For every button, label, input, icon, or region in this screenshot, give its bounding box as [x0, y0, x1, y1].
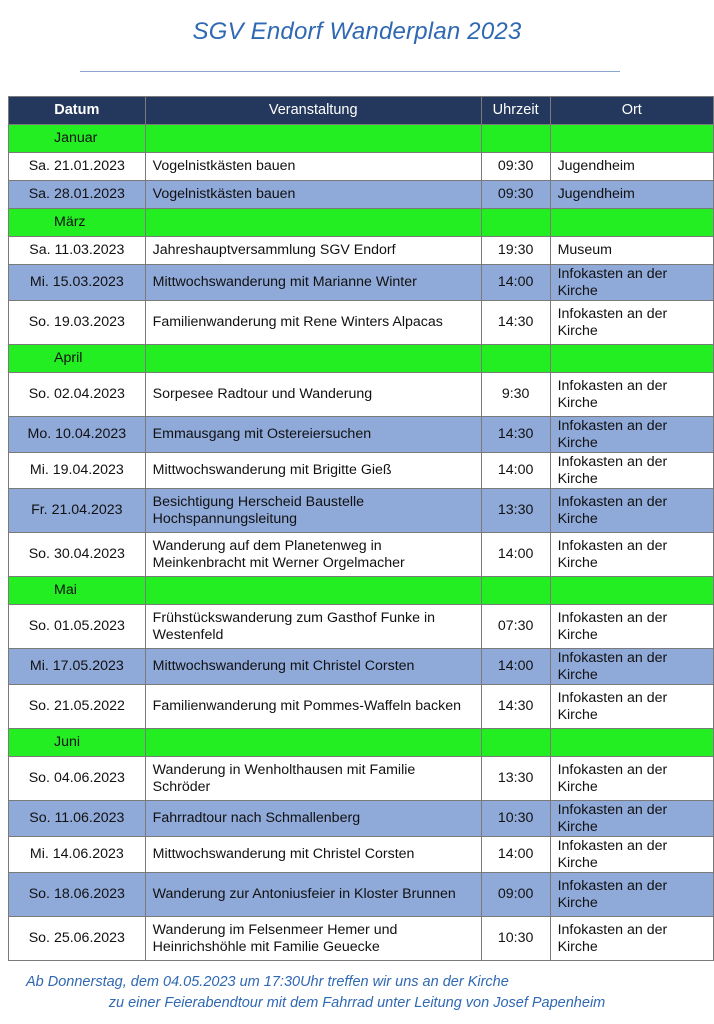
event-time: 14:30 — [481, 417, 550, 453]
event-date: Mi. 17.05.2023 — [9, 649, 146, 685]
table-row — [9, 489, 714, 533]
table-row — [9, 873, 714, 917]
table-row — [9, 605, 714, 649]
event-date: Fr. 21.04.2023 — [9, 489, 146, 533]
event-date: Mi. 15.03.2023 — [9, 265, 146, 301]
table-row — [9, 685, 714, 729]
event-location: Infokasten an der Kirche — [550, 533, 713, 577]
table-row — [9, 533, 714, 577]
table-row — [9, 181, 714, 209]
table-row — [9, 649, 714, 685]
event-title: Frühstückswanderung zum Gasthof Funke in Westenfeld — [145, 605, 481, 649]
table-row — [9, 917, 714, 961]
event-time: 14:00 — [481, 649, 550, 685]
event-title: Vogelnistkästen bauen — [145, 181, 481, 209]
table-row — [9, 265, 714, 301]
schedule-table — [8, 96, 714, 961]
event-title: Mittwochswanderung mit Christel Corsten — [145, 649, 481, 685]
event-time: 9:30 — [481, 373, 550, 417]
event-date: So. 04.06.2023 — [9, 757, 146, 801]
header-veranstaltung: Veranstaltung — [145, 97, 481, 125]
event-time: 19:30 — [481, 237, 550, 265]
footer-note — [0, 972, 714, 1014]
month-label: April — [9, 345, 146, 373]
event-time: 07:30 — [481, 605, 550, 649]
event-title: Familienwanderung mit Rene Winters Alpacas — [145, 301, 481, 345]
table-row — [9, 417, 714, 453]
event-title: Wanderung im Felsenmeer Hemer und Heinrichshöhle mit Familie Geuecke — [145, 917, 481, 961]
event-location: Infokasten an der Kirche — [550, 801, 713, 837]
event-title: Vogelnistkästen bauen — [145, 153, 481, 181]
footer-line-2: zu einer Feierabendtour mit dem Fahrrad unter Leitung von Josef Papenheim — [108, 995, 606, 1011]
table-row — [9, 757, 714, 801]
month-label: Mai — [9, 577, 146, 605]
table-row — [9, 801, 714, 837]
event-location: Jugendheim — [550, 153, 713, 181]
event-location: Jugendheim — [550, 181, 713, 209]
month-row-mai — [9, 577, 714, 605]
event-time: 09:30 — [481, 153, 550, 181]
table-row — [9, 373, 714, 417]
event-date: Sa. 11.03.2023 — [9, 237, 146, 265]
footer-line-1: Ab Donnerstag, dem 04.05.2023 um 17:30Uhr treffen wir uns an der Kirche — [26, 974, 509, 990]
event-location: Infokasten an der Kirche — [550, 917, 713, 961]
event-location: Infokasten an der Kirche — [550, 649, 713, 685]
month-row-juni — [9, 729, 714, 757]
event-date: So. 30.04.2023 — [9, 533, 146, 577]
event-location: Infokasten an der Kirche — [550, 265, 713, 301]
event-title: Emmausgang mit Ostereiersuchen — [145, 417, 481, 453]
event-title: Sorpesee Radtour und Wanderung — [145, 373, 481, 417]
event-location: Infokasten an der Kirche — [550, 373, 713, 417]
event-time: 13:30 — [481, 489, 550, 533]
event-location: Infokasten an der Kirche — [550, 417, 713, 453]
event-location: Infokasten an der Kirche — [550, 685, 713, 729]
event-title: Mittwochswanderung mit Marianne Winter — [145, 265, 481, 301]
event-time: 14:00 — [481, 837, 550, 873]
event-time: 09:30 — [481, 181, 550, 209]
page-title: SGV Endorf Wanderplan 2023 — [192, 18, 522, 45]
month-row-maerz — [9, 209, 714, 237]
month-label: Januar — [9, 125, 146, 153]
event-title: Mittwochswanderung mit Christel Corsten — [145, 837, 481, 873]
event-date: Mo. 10.04.2023 — [9, 417, 146, 453]
event-date: So. 19.03.2023 — [9, 301, 146, 345]
event-time: 14:00 — [481, 265, 550, 301]
event-location: Infokasten an der Kirche — [550, 837, 713, 873]
event-title: Mittwochswanderung mit Brigitte Gieß — [145, 453, 481, 489]
table-row — [9, 301, 714, 345]
table-row — [9, 837, 714, 873]
table-row — [9, 153, 714, 181]
event-location: Infokasten an der Kirche — [550, 453, 713, 489]
event-time: 14:00 — [481, 453, 550, 489]
event-title: Besichtigung Herscheid Baustelle Hochspannungsleitung — [145, 489, 481, 533]
event-location: Infokasten an der Kirche — [550, 873, 713, 917]
event-date: Sa. 21.01.2023 — [9, 153, 146, 181]
month-label: Juni — [9, 729, 146, 757]
header-ort: Ort — [550, 97, 713, 125]
event-date: So. 01.05.2023 — [9, 605, 146, 649]
event-date: Mi. 19.04.2023 — [9, 453, 146, 489]
event-date: So. 11.06.2023 — [9, 801, 146, 837]
event-location: Infokasten an der Kirche — [550, 489, 713, 533]
event-date: Mi. 14.06.2023 — [9, 837, 146, 873]
event-time: 10:30 — [481, 801, 550, 837]
event-location: Infokasten an der Kirche — [550, 757, 713, 801]
event-title: Jahreshauptversammlung SGV Endorf — [145, 237, 481, 265]
event-title: Fahrradtour nach Schmallenberg — [145, 801, 481, 837]
event-date: So. 18.06.2023 — [9, 873, 146, 917]
header-uhrzeit: Uhrzeit — [481, 97, 550, 125]
table-header-row — [9, 97, 714, 125]
event-time: 14:00 — [481, 533, 550, 577]
event-date: So. 25.06.2023 — [9, 917, 146, 961]
month-label: März — [9, 209, 146, 237]
event-title: Wanderung zur Antoniusfeier in Kloster Brunnen — [145, 873, 481, 917]
event-title: Wanderung auf dem Planetenweg in Meinkenbracht mit Werner Orgelmacher — [145, 533, 481, 577]
table-row — [9, 237, 714, 265]
header-datum: Datum — [9, 97, 146, 125]
event-location: Museum — [550, 237, 713, 265]
month-row-januar — [9, 125, 714, 153]
event-location: Infokasten an der Kirche — [550, 605, 713, 649]
event-time: 13:30 — [481, 757, 550, 801]
event-time: 14:30 — [481, 301, 550, 345]
event-title: Wanderung in Wenholthausen mit Familie Schröder — [145, 757, 481, 801]
event-time: 09:00 — [481, 873, 550, 917]
event-location: Infokasten an der Kirche — [550, 301, 713, 345]
event-title: Familienwanderung mit Pommes-Waffeln backen — [145, 685, 481, 729]
event-time: 14:30 — [481, 685, 550, 729]
event-date: So. 21.05.2022 — [9, 685, 146, 729]
title-divider — [80, 71, 620, 72]
event-time: 10:30 — [481, 917, 550, 961]
table-row — [9, 453, 714, 489]
month-row-april — [9, 345, 714, 373]
event-date: Sa. 28.01.2023 — [9, 181, 146, 209]
event-date: So. 02.04.2023 — [9, 373, 146, 417]
